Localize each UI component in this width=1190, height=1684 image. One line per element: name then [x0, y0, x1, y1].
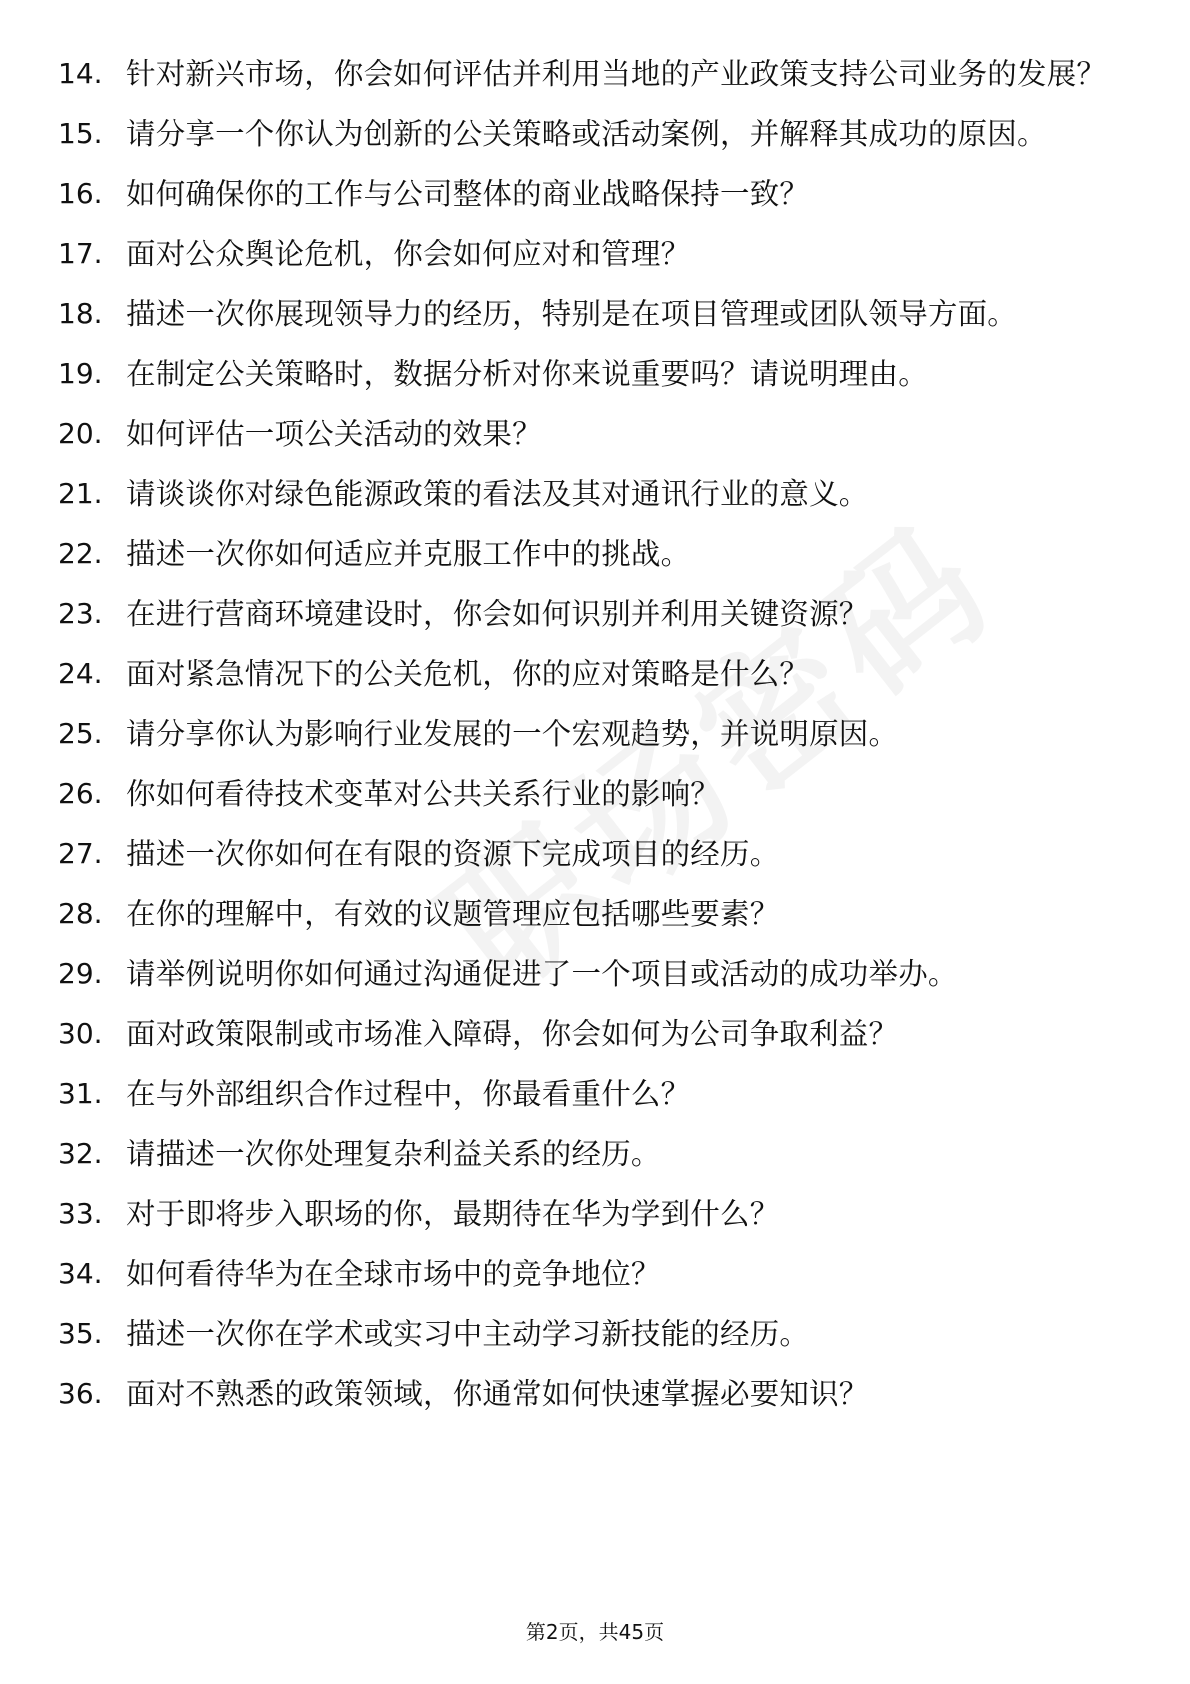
list-item: [58, 354, 1118, 394]
list-item: [58, 714, 1118, 754]
question-text: 在你的理解中，有效的议题管理应包括哪些要素？: [126, 897, 780, 931]
question-number: 17.: [58, 237, 103, 270]
question-text: 面对政策限制或市场准入障碍，你会如何为公司争取利益？: [126, 1017, 899, 1051]
question-number: 32.: [58, 1137, 103, 1170]
question-number: 33.: [58, 1197, 103, 1230]
list-item: [58, 1254, 1118, 1294]
question-number: 26.: [58, 777, 103, 810]
question-text: 针对新兴市场，你会如何评估并利用当地的产业政策支持公司业务的发展？: [126, 57, 1107, 91]
list-item: [58, 894, 1118, 934]
list-item: [58, 1374, 1118, 1414]
question-text: 描述一次你如何适应并克服工作中的挑战。: [126, 537, 691, 571]
question-number: 31.: [58, 1077, 103, 1110]
question-text: 描述一次你展现领导力的经历，特别是在项目管理或团队领导方面。: [126, 297, 1018, 331]
question-number: 14.: [58, 57, 103, 90]
question-number: 34.: [58, 1257, 103, 1290]
question-number: 29.: [58, 957, 103, 990]
question-text: 在制定公关策略时，数据分析对你来说重要吗？请说明理由。: [126, 357, 928, 391]
list-item: [58, 1194, 1118, 1234]
list-item: [58, 474, 1118, 514]
question-number: 21.: [58, 477, 103, 510]
question-number: 18.: [58, 297, 103, 330]
list-item: [58, 294, 1118, 334]
question-text: 请描述一次你处理复杂利益关系的经历。: [126, 1137, 661, 1171]
question-text: 面对不熟悉的政策领域，你通常如何快速掌握必要知识？: [126, 1377, 869, 1411]
list-item: [58, 834, 1118, 874]
question-number: 20.: [58, 417, 103, 450]
list-item: [58, 1134, 1118, 1174]
list-item: [58, 234, 1118, 274]
question-number: 19.: [58, 357, 103, 390]
question-number: 35.: [58, 1317, 103, 1350]
list-item: [58, 534, 1118, 574]
question-text: 如何确保你的工作与公司整体的商业战略保持一致？: [126, 177, 810, 211]
page-number-label: 第2页，共45页: [525, 1620, 665, 1644]
question-text: 请举例说明你如何通过沟通促进了一个项目或活动的成功举办。: [126, 957, 958, 991]
question-number: 36.: [58, 1377, 103, 1410]
question-text: 对于即将步入职场的你，最期待在华为学到什么？: [126, 1197, 780, 1231]
list-item: [58, 414, 1118, 454]
question-number: 27.: [58, 837, 103, 870]
question-list: [58, 54, 1118, 1434]
list-item: [58, 174, 1118, 214]
question-text: 描述一次你如何在有限的资源下完成项目的经历。: [126, 837, 780, 871]
question-text: 如何评估一项公关活动的效果？: [126, 417, 542, 451]
question-number: 28.: [58, 897, 103, 930]
question-text: 请分享一个你认为创新的公关策略或活动案例，并解释其成功的原因。: [126, 117, 1047, 151]
question-text: 请谈谈你对绿色能源政策的看法及其对通讯行业的意义。: [126, 477, 869, 511]
list-item: [58, 654, 1118, 694]
question-number: 23.: [58, 597, 103, 630]
question-number: 15.: [58, 117, 103, 150]
page-footer: [0, 1618, 1190, 1646]
list-item: [58, 1074, 1118, 1114]
list-item: [58, 1014, 1118, 1054]
question-text: 你如何看待技术变革对公共关系行业的影响？: [126, 777, 721, 811]
question-text: 面对公众舆论危机，你会如何应对和管理？: [126, 237, 691, 271]
question-text: 请分享你认为影响行业发展的一个宏观趋势，并说明原因。: [126, 717, 899, 751]
list-item: [58, 774, 1118, 814]
list-item: [58, 54, 1118, 94]
question-text: 如何看待华为在全球市场中的竞争地位？: [126, 1257, 661, 1291]
list-item: [58, 594, 1118, 634]
question-text: 在进行营商环境建设时，你会如何识别并利用关键资源？: [126, 597, 869, 631]
question-number: 22.: [58, 537, 103, 570]
question-number: 25.: [58, 717, 103, 750]
question-number: 30.: [58, 1017, 103, 1050]
list-item: [58, 1314, 1118, 1354]
list-item: [58, 114, 1118, 154]
list-item: [58, 954, 1118, 994]
question-text: 面对紧急情况下的公关危机，你的应对策略是什么？: [126, 657, 810, 691]
question-text: 描述一次你在学术或实习中主动学习新技能的经历。: [126, 1317, 810, 1351]
question-text: 在与外部组织合作过程中，你最看重什么？: [126, 1077, 691, 1111]
question-number: 24.: [58, 657, 103, 690]
question-number: 16.: [58, 177, 103, 210]
